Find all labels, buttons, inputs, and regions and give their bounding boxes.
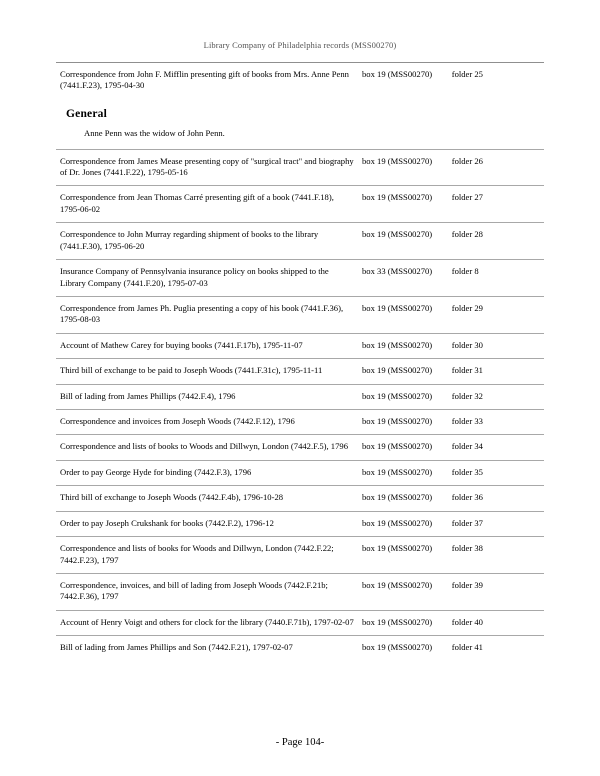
cell-box: box 19 (MSS00270): [358, 636, 448, 661]
cell-description: Correspondence from John F. Mifflin presenting gift of books from Mrs. Anne Penn (7441.F.23), 1795-04-30: [56, 63, 358, 99]
cell-folder: folder 32: [448, 384, 544, 409]
table-row: [56, 186, 544, 223]
table-row: [56, 63, 544, 99]
cell-folder: folder 34: [448, 435, 544, 460]
cell-description: Order to pay George Hyde for binding (7442.F.3), 1796: [56, 460, 358, 485]
cell-folder: folder 27: [448, 186, 544, 223]
cell-folder: folder 39: [448, 573, 544, 610]
cell-box: box 19 (MSS00270): [358, 384, 448, 409]
cell-folder: folder 28: [448, 223, 544, 260]
cell-description: Correspondence to John Murray regarding shipment of books to the library (7441.F.30), 1795-06-20: [56, 223, 358, 260]
table-row: [56, 333, 544, 358]
cell-folder: folder 30: [448, 333, 544, 358]
page-number-footer: - Page 104-: [275, 737, 325, 748]
cell-folder: folder 31: [448, 359, 544, 384]
cell-folder: folder 37: [448, 511, 544, 536]
table-row: [56, 223, 544, 260]
running-head: Library Company of Philadelphia records (MSS00270): [203, 40, 397, 50]
cell-box: box 19 (MSS00270): [358, 511, 448, 536]
cell-folder: folder 25: [448, 63, 544, 99]
table-row: [56, 260, 544, 297]
cell-description: Correspondence from James Ph. Puglia presenting a copy of his book (7441.F.36), 1795-08-03: [56, 296, 358, 333]
section-heading-row: [56, 99, 544, 124]
section-note: Anne Penn was the widow of John Penn.: [84, 128, 225, 139]
cell-box: box 19 (MSS00270): [358, 610, 448, 635]
cell-box: box 19 (MSS00270): [358, 333, 448, 358]
cell-box: box 19 (MSS00270): [358, 435, 448, 460]
cell-description: Correspondence, invoices, and bill of lading from Joseph Woods (7442.F.21b; 7442.F.36), 1797: [56, 573, 358, 610]
cell-description: Bill of lading from James Phillips (7442.F.4), 1796: [56, 384, 358, 409]
table-body: [56, 63, 544, 661]
cell-folder: folder 41: [448, 636, 544, 661]
cell-box: box 19 (MSS00270): [358, 186, 448, 223]
cell-description: Account of Mathew Carey for buying books (7441.F.17b), 1795-11-07: [56, 333, 358, 358]
section-heading-cell: [56, 99, 544, 124]
cell-folder: folder 35: [448, 460, 544, 485]
cell-box: box 19 (MSS00270): [358, 63, 448, 99]
cell-description: Correspondence and lists of books for Woods and Dillwyn, London (7442.F.22; 7442.F.23), 1797: [56, 537, 358, 574]
finding-aid-table: [56, 62, 544, 661]
cell-folder: folder 40: [448, 610, 544, 635]
cell-folder: folder 26: [448, 149, 544, 186]
cell-description: Bill of lading from James Phillips and Son (7442.F.21), 1797-02-07: [56, 636, 358, 661]
cell-folder: folder 33: [448, 410, 544, 435]
cell-box: box 19 (MSS00270): [358, 486, 448, 511]
cell-box: box 19 (MSS00270): [358, 573, 448, 610]
section-heading: General: [66, 107, 107, 120]
cell-description: Account of Henry Voigt and others for clock for the library (7440.F.71b), 1797-02-07: [56, 610, 358, 635]
cell-folder: folder 36: [448, 486, 544, 511]
cell-box: box 19 (MSS00270): [358, 460, 448, 485]
cell-box: box 19 (MSS00270): [358, 410, 448, 435]
cell-folder: folder 29: [448, 296, 544, 333]
table-row: [56, 486, 544, 511]
cell-box: box 19 (MSS00270): [358, 149, 448, 186]
cell-description: Order to pay Joseph Crukshank for books (7442.F.2), 1796-12: [56, 511, 358, 536]
table-row: [56, 511, 544, 536]
table-row: [56, 149, 544, 186]
cell-box: box 19 (MSS00270): [358, 537, 448, 574]
cell-description: Correspondence and invoices from Joseph Woods (7442.F.12), 1796: [56, 410, 358, 435]
cell-description: Insurance Company of Pennsylvania insurance policy on books shipped to the Library Company (7441.F.20), 1795-07-03: [56, 260, 358, 297]
cell-description: Correspondence from James Mease presenting copy of "surgical tract" and biography of Dr. Jones (7441.F.22), 1795-05-16: [56, 149, 358, 186]
cell-description: Third bill of exchange to Joseph Woods (7442.F.4b), 1796-10-28: [56, 486, 358, 511]
table-row: [56, 460, 544, 485]
cell-description: Third bill of exchange to be paid to Joseph Woods (7441.F.31c), 1795-11-11: [56, 359, 358, 384]
table-row: [56, 610, 544, 635]
table-row: [56, 537, 544, 574]
table-row: [56, 573, 544, 610]
cell-box: box 19 (MSS00270): [358, 223, 448, 260]
table-row: [56, 296, 544, 333]
cell-box: box 19 (MSS00270): [358, 296, 448, 333]
cell-box: box 19 (MSS00270): [358, 359, 448, 384]
cell-folder: folder 8: [448, 260, 544, 297]
cell-description: Correspondence and lists of books to Woods and Dillwyn, London (7442.F.5), 1796: [56, 435, 358, 460]
section-note-row: [56, 124, 544, 149]
table-row: [56, 435, 544, 460]
table-row: [56, 410, 544, 435]
table-row: [56, 636, 544, 661]
table-row: [56, 359, 544, 384]
cell-box: box 33 (MSS00270): [358, 260, 448, 297]
table-row: [56, 384, 544, 409]
cell-folder: folder 38: [448, 537, 544, 574]
cell-description: Correspondence from Jean Thomas Carré presenting gift of a book (7441.F.18), 1795-06-02: [56, 186, 358, 223]
